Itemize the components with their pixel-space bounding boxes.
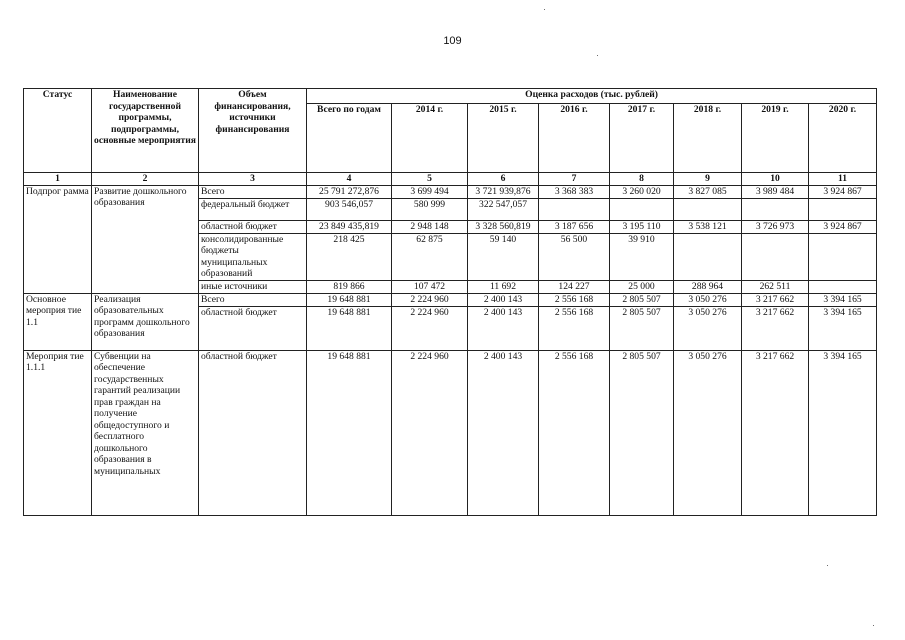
value-cell: 3 187 656 xyxy=(539,220,610,233)
header-row xyxy=(24,89,877,104)
value-cell: 23 849 435,819 xyxy=(307,220,392,233)
page-number: 109 xyxy=(443,35,462,47)
scan-speck: · xyxy=(543,4,546,14)
value-cell: 19 648 881 xyxy=(307,293,392,306)
value-cell: 322 547,057 xyxy=(468,198,539,220)
value-cell: 3 217 662 xyxy=(742,350,809,515)
header-year-2018: 2018 г. xyxy=(674,104,742,173)
value-cell: 288 964 xyxy=(674,280,742,293)
value-cell: 124 227 xyxy=(539,280,610,293)
value-cell: 19 648 881 xyxy=(307,350,392,515)
status-cell: Мероприя тие 1.1.1 xyxy=(24,350,92,515)
value-cell xyxy=(539,198,610,220)
column-number: 10 xyxy=(742,173,809,186)
value-cell: 2 556 168 xyxy=(539,350,610,515)
value-cell: 2 400 143 xyxy=(468,293,539,306)
value-cell: 2 556 168 xyxy=(539,306,610,350)
value-cell: 262 511 xyxy=(742,280,809,293)
funding-source-cell: областной бюджет xyxy=(199,350,307,515)
funding-source-cell: Всего xyxy=(199,185,307,198)
header-year-2014: 2014 г. xyxy=(392,104,468,173)
program-name-cell: Реализация образовательных программ дошкольного образования xyxy=(92,293,199,350)
value-cell: 3 924 867 xyxy=(809,185,877,198)
value-cell xyxy=(809,198,877,220)
column-number: 9 xyxy=(674,173,742,186)
value-cell: 62 875 xyxy=(392,233,468,280)
value-cell xyxy=(809,233,877,280)
value-cell xyxy=(674,233,742,280)
value-cell: 3 989 484 xyxy=(742,185,809,198)
table-row xyxy=(24,350,877,515)
scan-speck: · xyxy=(872,620,875,630)
column-number: 11 xyxy=(809,173,877,186)
value-cell xyxy=(742,198,809,220)
scan-speck: · xyxy=(826,560,829,570)
value-cell: 25 000 xyxy=(610,280,674,293)
header-year-2016: 2016 г. xyxy=(539,104,610,173)
value-cell: 2 224 960 xyxy=(392,306,468,350)
value-cell: 39 910 xyxy=(610,233,674,280)
value-cell: 3 050 276 xyxy=(674,350,742,515)
value-cell xyxy=(742,233,809,280)
value-cell: 3 827 085 xyxy=(674,185,742,198)
scan-speck: · xyxy=(596,50,599,60)
funding-source-cell: иные источники xyxy=(199,280,307,293)
funding-source-cell: консолидированные бюджеты муниципальных образований xyxy=(199,233,307,280)
column-number: 7 xyxy=(539,173,610,186)
value-cell: 218 425 xyxy=(307,233,392,280)
funding-source-cell: федеральный бюджет xyxy=(199,198,307,220)
value-cell: 56 500 xyxy=(539,233,610,280)
value-cell: 25 791 272,876 xyxy=(307,185,392,198)
value-cell: 2 805 507 xyxy=(610,306,674,350)
budget-table xyxy=(23,88,877,516)
table-row xyxy=(24,293,877,306)
header-status: Статус xyxy=(24,89,92,173)
header-funding-volume: Объем финансирования, источники финансирования xyxy=(199,89,307,173)
value-cell: 3 394 165 xyxy=(809,293,877,306)
column-number: 1 xyxy=(24,173,92,186)
header-year-2020: 2020 г. xyxy=(809,104,877,173)
column-number-row xyxy=(24,173,877,186)
column-number: 5 xyxy=(392,173,468,186)
value-cell: 3 368 383 xyxy=(539,185,610,198)
column-number: 2 xyxy=(92,173,199,186)
value-cell: 2 224 960 xyxy=(392,350,468,515)
value-cell: 3 050 276 xyxy=(674,306,742,350)
header-year-total: Всего по годам xyxy=(307,104,392,173)
program-name-cell: Субвенции на обеспечение государственных гарантий реализации прав граждан на получение общедоступного и бесплатного дошкольного образования в муниципальных xyxy=(92,350,199,515)
column-number: 6 xyxy=(468,173,539,186)
value-cell: 3 050 276 xyxy=(674,293,742,306)
status-cell: Подпрог рамма xyxy=(24,185,92,293)
header-year-2017: 2017 г. xyxy=(610,104,674,173)
value-cell: 107 472 xyxy=(392,280,468,293)
column-number: 3 xyxy=(199,173,307,186)
value-cell: 2 805 507 xyxy=(610,350,674,515)
value-cell: 3 217 662 xyxy=(742,293,809,306)
funding-source-cell: областной бюджет xyxy=(199,220,307,233)
value-cell: 3 538 121 xyxy=(674,220,742,233)
column-number: 4 xyxy=(307,173,392,186)
value-cell: 3 217 662 xyxy=(742,306,809,350)
value-cell xyxy=(610,198,674,220)
value-cell: 2 400 143 xyxy=(468,350,539,515)
value-cell: 2 805 507 xyxy=(610,293,674,306)
table-body xyxy=(24,185,877,515)
value-cell: 3 726 973 xyxy=(742,220,809,233)
header-program-name: Наименование государственной программы, подпрограммы, основные мероприятия xyxy=(92,89,199,173)
value-cell: 819 866 xyxy=(307,280,392,293)
value-cell: 3 924 867 xyxy=(809,220,877,233)
value-cell: 11 692 xyxy=(468,280,539,293)
header-cost-estimate: Оценка расходов (тыс. рублей) xyxy=(307,89,877,104)
value-cell: 3 328 560,819 xyxy=(468,220,539,233)
value-cell: 2 948 148 xyxy=(392,220,468,233)
header-year-2019: 2019 г. xyxy=(742,104,809,173)
value-cell: 19 648 881 xyxy=(307,306,392,350)
value-cell: 3 394 165 xyxy=(809,350,877,515)
funding-source-cell: областной бюджет xyxy=(199,306,307,350)
table-row xyxy=(24,185,877,198)
value-cell: 2 556 168 xyxy=(539,293,610,306)
value-cell: 580 999 xyxy=(392,198,468,220)
value-cell: 2 224 960 xyxy=(392,293,468,306)
value-cell: 3 260 020 xyxy=(610,185,674,198)
value-cell: 59 140 xyxy=(468,233,539,280)
funding-source-cell: Всего xyxy=(199,293,307,306)
column-number: 8 xyxy=(610,173,674,186)
value-cell xyxy=(674,198,742,220)
header-year-2015: 2015 г. xyxy=(468,104,539,173)
value-cell: 3 699 494 xyxy=(392,185,468,198)
value-cell: 3 394 165 xyxy=(809,306,877,350)
value-cell xyxy=(809,280,877,293)
value-cell: 2 400 143 xyxy=(468,306,539,350)
value-cell: 903 546,057 xyxy=(307,198,392,220)
program-name-cell: Развитие дошкольного образования xyxy=(92,185,199,293)
value-cell: 3 195 110 xyxy=(610,220,674,233)
value-cell: 3 721 939,876 xyxy=(468,185,539,198)
status-cell: Основное мероприя тие 1.1 xyxy=(24,293,92,350)
